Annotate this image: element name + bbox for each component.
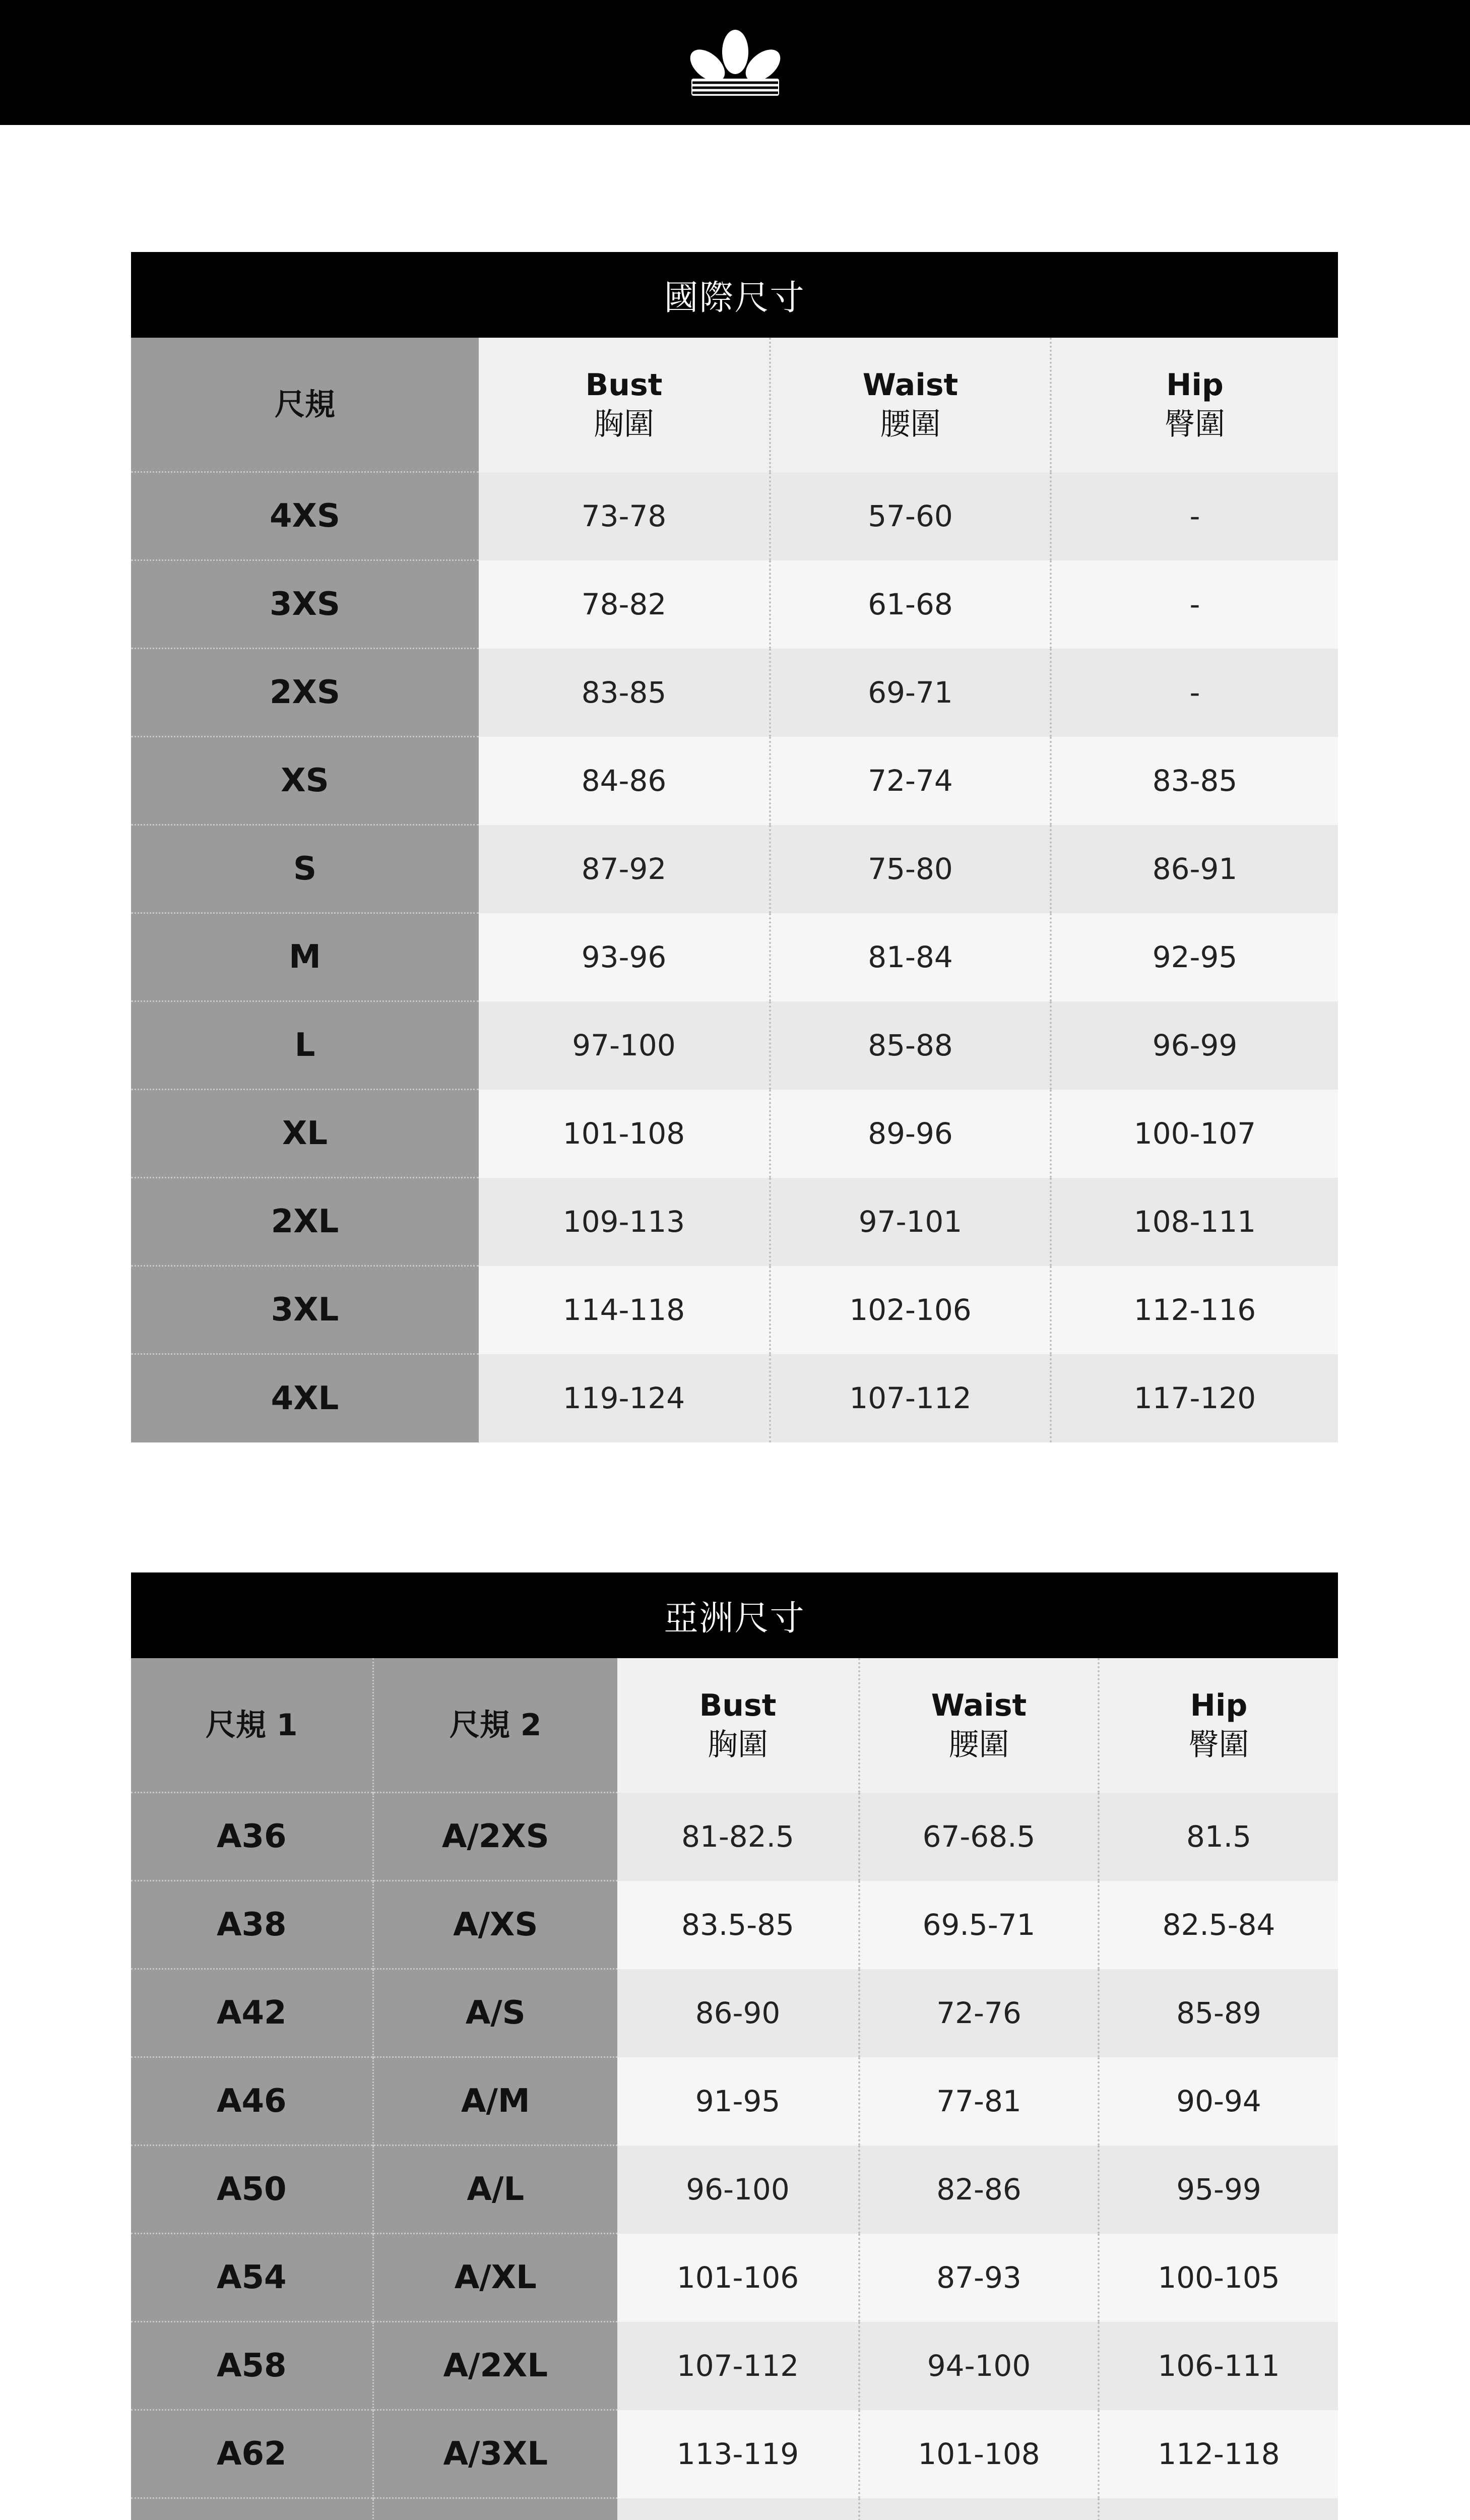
- table-row: [131, 2498, 1338, 2520]
- size2-label: A/XL: [373, 2234, 617, 2322]
- asia-table-title: 亞洲尺寸: [131, 1572, 1338, 1658]
- waist-header-zh: 腰圍: [948, 1727, 1009, 1763]
- hip-value: 92-95: [1051, 913, 1338, 1001]
- top-bar: [0, 0, 1470, 125]
- bust-value: 107-112: [617, 2322, 859, 2410]
- table-row: [131, 1793, 1338, 1881]
- hip-header-en: Hip: [1190, 1688, 1248, 1724]
- hip-value: 95-99: [1099, 2146, 1338, 2234]
- hip-value: -: [1051, 472, 1338, 560]
- waist-value: 77-81: [859, 2057, 1099, 2146]
- waist-header-en: Waist: [862, 367, 958, 403]
- bust-header-en: Bust: [585, 367, 663, 403]
- table-row: [131, 1178, 1338, 1266]
- table-row: [131, 649, 1338, 737]
- waist-value: 82-86: [859, 2146, 1099, 2234]
- hip-header-zh: 臀圍: [1188, 1727, 1249, 1763]
- table-row: [131, 1090, 1338, 1178]
- hip-value: 106-111: [1099, 2322, 1338, 2410]
- bust-value: 93-96: [479, 913, 770, 1001]
- size-label: S: [131, 825, 479, 913]
- intl-size-table: [131, 252, 1338, 1442]
- size2-label: A/2XS: [373, 1793, 617, 1881]
- waist-value: 89-96: [770, 1090, 1051, 1178]
- table-row: [131, 2410, 1338, 2498]
- table-row: [131, 825, 1338, 913]
- size1-label: [131, 2498, 373, 2520]
- hip-value: -: [1051, 560, 1338, 649]
- waist-value: 57-60: [770, 472, 1051, 560]
- waist-value: 69.5-71: [859, 1881, 1099, 1969]
- bust-value: 114-118: [479, 1266, 770, 1354]
- size1-column-header: 尺規 1: [131, 1658, 373, 1793]
- table-row: [131, 913, 1338, 1001]
- size2-label: A/3XL: [373, 2410, 617, 2498]
- table-row: [131, 1881, 1338, 1969]
- size1-label: A58: [131, 2322, 373, 2410]
- size1-label: A42: [131, 1969, 373, 2057]
- bust-value: 101-108: [479, 1090, 770, 1178]
- bust-header-en: Bust: [699, 1688, 777, 1724]
- table-row: [131, 2322, 1338, 2410]
- hip-value: 117-120: [1051, 1354, 1338, 1442]
- hip-value: 90-94: [1099, 2057, 1338, 2146]
- bust-value: 83.5-85: [617, 1881, 859, 1969]
- table-row: [131, 1354, 1338, 1442]
- table-row: [131, 1001, 1338, 1090]
- size-label: 3XL: [131, 1266, 479, 1354]
- hip-value: 83-85: [1051, 737, 1338, 825]
- waist-value: [859, 2498, 1099, 2520]
- size1-label: A36: [131, 1793, 373, 1881]
- waist-value: 72-74: [770, 737, 1051, 825]
- table-row: [131, 2146, 1338, 2234]
- size2-label: [373, 2498, 617, 2520]
- hip-value: [1099, 2498, 1338, 2520]
- hip-value: 112-118: [1099, 2410, 1338, 2498]
- table-row: [131, 737, 1338, 825]
- hip-value: 100-105: [1099, 2234, 1338, 2322]
- size1-label: A38: [131, 1881, 373, 1969]
- hip-value: 82.5-84: [1099, 1881, 1338, 1969]
- bust-value: 97-100: [479, 1001, 770, 1090]
- bust-value: [617, 2498, 859, 2520]
- waist-header-en: Waist: [931, 1688, 1027, 1724]
- size-label: XL: [131, 1090, 479, 1178]
- size2-label: A/L: [373, 2146, 617, 2234]
- bust-column-header: [479, 338, 770, 472]
- table-row: [131, 560, 1338, 649]
- waist-value: 61-68: [770, 560, 1051, 649]
- waist-value: 67-68.5: [859, 1793, 1099, 1881]
- size-column-header: 尺規: [131, 338, 479, 472]
- size-label: 3XS: [131, 560, 479, 649]
- bust-value: 91-95: [617, 2057, 859, 2146]
- size-label: XS: [131, 737, 479, 825]
- bust-value: 96-100: [617, 2146, 859, 2234]
- bust-value: 87-92: [479, 825, 770, 913]
- bust-value: 113-119: [617, 2410, 859, 2498]
- size2-column-header: 尺規 2: [373, 1658, 617, 1793]
- adidas-trefoil-icon[interactable]: [687, 29, 783, 97]
- hip-column-header: [1099, 1658, 1338, 1793]
- hip-header-en: Hip: [1166, 367, 1224, 403]
- hip-value: 108-111: [1051, 1178, 1338, 1266]
- asia-size-table: [131, 1572, 1338, 2520]
- hip-value: 100-107: [1051, 1090, 1338, 1178]
- table-row: [131, 1266, 1338, 1354]
- waist-value: 69-71: [770, 649, 1051, 737]
- size2-label: A/XS: [373, 1881, 617, 1969]
- hip-value: 81.5: [1099, 1793, 1338, 1881]
- waist-header-zh: 腰圍: [880, 407, 941, 443]
- waist-value: 102-106: [770, 1266, 1051, 1354]
- size2-label: A/2XL: [373, 2322, 617, 2410]
- waist-value: 101-108: [859, 2410, 1099, 2498]
- hip-value: -: [1051, 649, 1338, 737]
- hip-value: 96-99: [1051, 1001, 1338, 1090]
- bust-value: 101-106: [617, 2234, 859, 2322]
- hip-column-header: [1051, 338, 1338, 472]
- size-label: 2XS: [131, 649, 479, 737]
- bust-value: 84-86: [479, 737, 770, 825]
- waist-value: 85-88: [770, 1001, 1051, 1090]
- bust-value: 83-85: [479, 649, 770, 737]
- size-label: 4XS: [131, 472, 479, 560]
- size1-label: A50: [131, 2146, 373, 2234]
- table-row: [131, 2234, 1338, 2322]
- bust-value: 81-82.5: [617, 1793, 859, 1881]
- waist-value: 75-80: [770, 825, 1051, 913]
- intl-table-title: 國際尺寸: [131, 252, 1338, 338]
- waist-value: 72-76: [859, 1969, 1099, 2057]
- hip-header-zh: 臀圍: [1165, 407, 1225, 443]
- waist-column-header: [859, 1658, 1099, 1793]
- table-row: [131, 2057, 1338, 2146]
- hip-value: 112-116: [1051, 1266, 1338, 1354]
- size-label: L: [131, 1001, 479, 1090]
- bust-value: 78-82: [479, 560, 770, 649]
- bust-value: 73-78: [479, 472, 770, 560]
- bust-header-zh: 胸圍: [708, 1727, 768, 1763]
- bust-value: 86-90: [617, 1969, 859, 2057]
- bust-header-zh: 胸圍: [594, 407, 654, 443]
- size2-label: A/S: [373, 1969, 617, 2057]
- size2-label: A/M: [373, 2057, 617, 2146]
- waist-column-header: [770, 338, 1051, 472]
- waist-value: 81-84: [770, 913, 1051, 1001]
- size1-label: A62: [131, 2410, 373, 2498]
- table-row: [131, 1969, 1338, 2057]
- waist-value: 94-100: [859, 2322, 1099, 2410]
- hip-value: 86-91: [1051, 825, 1338, 913]
- size-label: 4XL: [131, 1354, 479, 1442]
- bust-column-header: [617, 1658, 859, 1793]
- bust-value: 119-124: [479, 1354, 770, 1442]
- bust-value: 109-113: [479, 1178, 770, 1266]
- size1-label: A46: [131, 2057, 373, 2146]
- waist-value: 87-93: [859, 2234, 1099, 2322]
- waist-value: 97-101: [770, 1178, 1051, 1266]
- size-label: M: [131, 913, 479, 1001]
- size-label: 2XL: [131, 1178, 479, 1266]
- size1-label: A54: [131, 2234, 373, 2322]
- waist-value: 107-112: [770, 1354, 1051, 1442]
- table-row: [131, 472, 1338, 560]
- hip-value: 85-89: [1099, 1969, 1338, 2057]
